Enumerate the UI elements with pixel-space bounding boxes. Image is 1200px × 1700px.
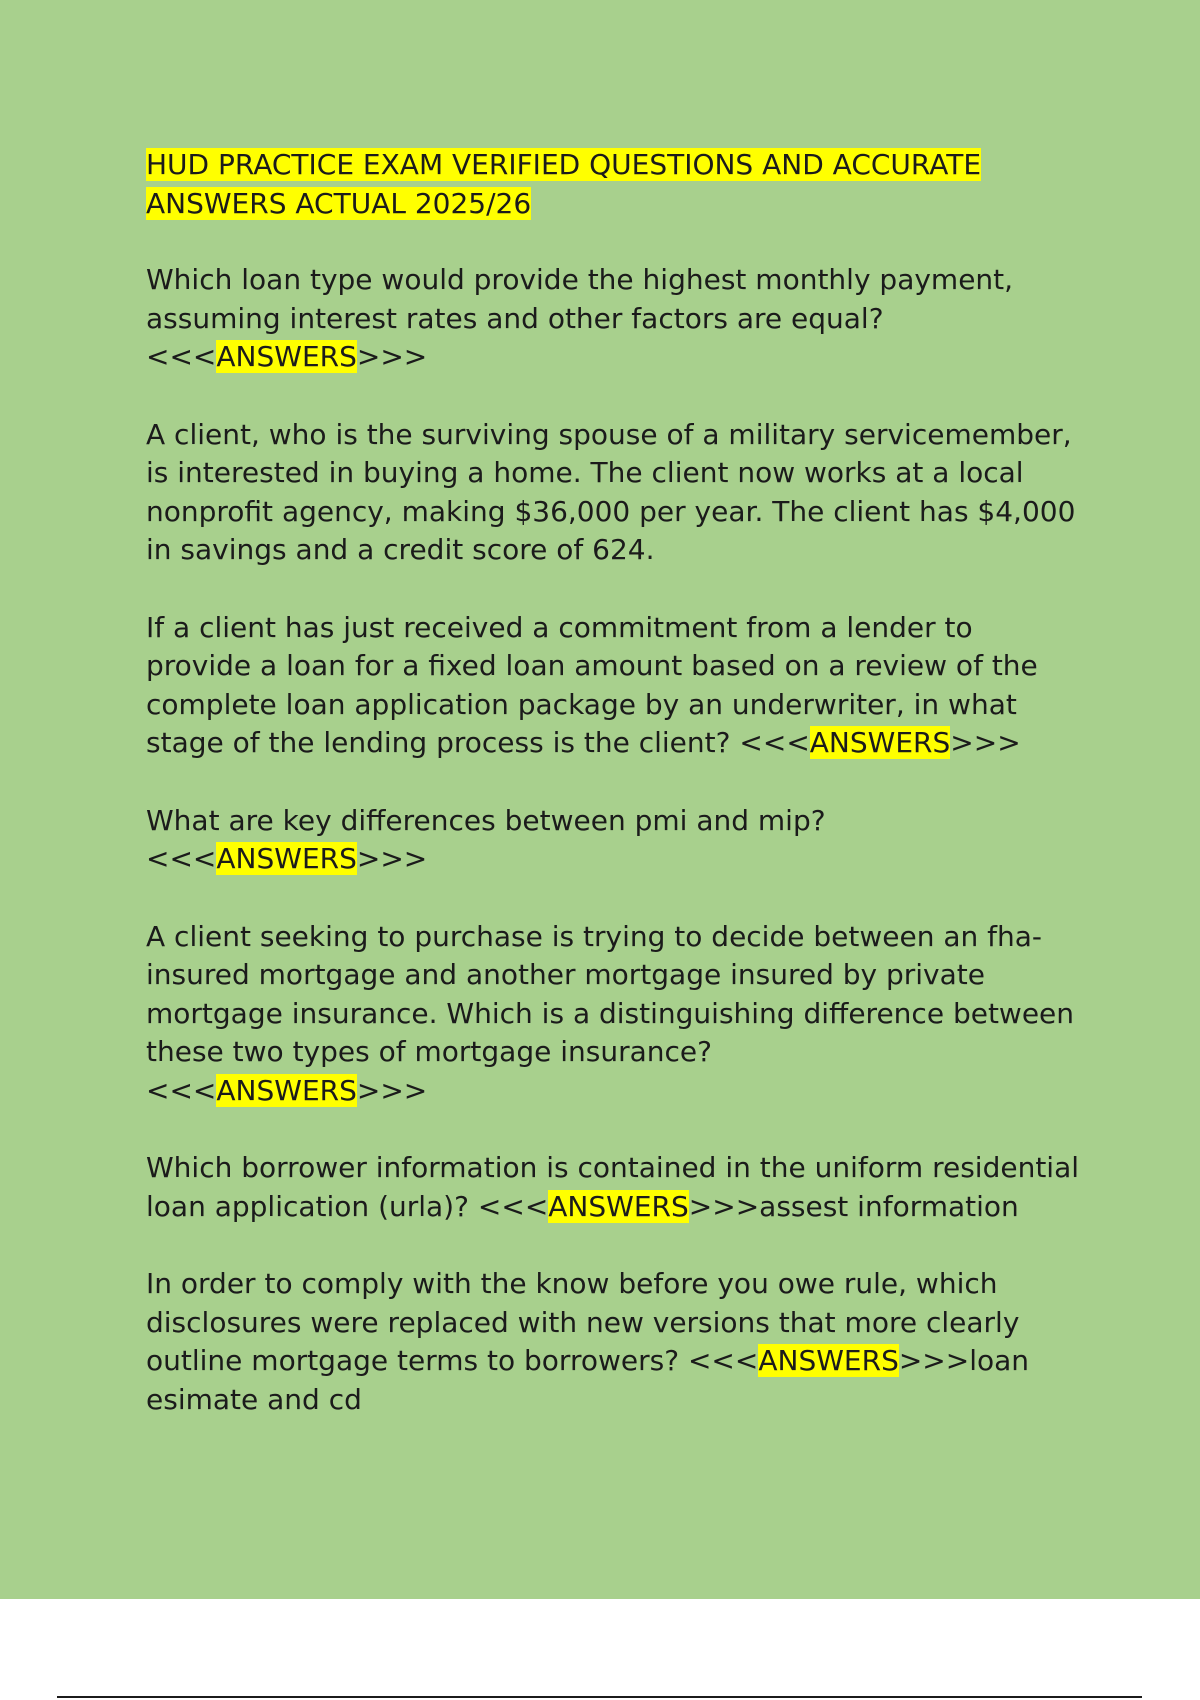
answer-marker-open: <<< (739, 726, 810, 759)
question-text: Which loan type would provide the highest monthly payment, assuming interest rates and other factors are equal? (146, 263, 1014, 335)
answers-label: ANSWERS (216, 1073, 357, 1107)
title-line-2: ANSWERS ACTUAL 2025/26 (146, 187, 532, 220)
answer-marker-close: >>> (356, 340, 428, 373)
answers-label: ANSWERS (216, 340, 357, 373)
answer-text: loan esimate and cd (146, 1344, 1030, 1416)
answers-label: ANSWERS (548, 1189, 689, 1223)
question-text: Which borrower information is contained in the uniform residential loan application (urla)? (146, 1151, 1080, 1223)
document-title (146, 145, 1086, 223)
answers-label: ANSWERS (216, 842, 357, 875)
answer-marker-close: >>> (356, 1073, 428, 1107)
question-item (146, 918, 1086, 1111)
question-text: If a client has just received a commitment from a lender to provide a loan for a fixed loan amount based on a review of the complete loan application package by an underwriter, in what stage of the lending process is the client? (146, 610, 1038, 759)
answers-label: ANSWERS (758, 1344, 899, 1377)
answer-text: assest information (759, 1189, 1019, 1223)
question-text: A client seeking to purchase is trying to decide between an fha-insured mortgage and another mortgage insured by private mortgage insurance. Which is a distinguishing difference between these two types of mortgage insurance? (146, 919, 1075, 1068)
question-item (146, 1149, 1086, 1226)
title-line-1: HUD PRACTICE EXAM VERIFIED QUESTIONS AND ACCURATE (146, 148, 982, 181)
answer-marker-open: <<< (687, 1344, 759, 1377)
question-text: A client, who is the surviving spouse of a military servicemember, is interested in buying a home. The client now works at a local nonprofit agency, making $36,000 per year. The client has $4,000 in savings and a credit score of 624. (146, 417, 1076, 566)
page-footer (0, 1599, 1200, 1700)
question-text: What are key differences between pmi and mip? (146, 803, 826, 837)
answer-marker-open: <<< (477, 1189, 549, 1223)
answer-marker-close: >>> (356, 842, 428, 875)
question-item (146, 261, 1086, 377)
answers-label: ANSWERS (809, 726, 951, 759)
answer-marker-close: >>> (688, 1189, 760, 1223)
question-item (146, 416, 1086, 570)
footer-divider (57, 1696, 1142, 1698)
answer-marker-close: >>> (898, 1344, 970, 1377)
question-item (146, 609, 1086, 763)
document-content (146, 145, 1086, 1458)
answer-marker-open: <<< (146, 842, 217, 875)
answer-marker-open: <<< (146, 340, 217, 373)
answer-marker-close: >>> (950, 726, 1021, 759)
question-item (146, 1265, 1086, 1419)
question-item (146, 802, 1086, 879)
answer-marker-open: <<< (146, 1073, 217, 1107)
question-text: In order to comply with the know before you owe rule, which disclosures were replaced with new versions that more clearly outline mortgage terms to borrowers? (146, 1267, 1020, 1377)
